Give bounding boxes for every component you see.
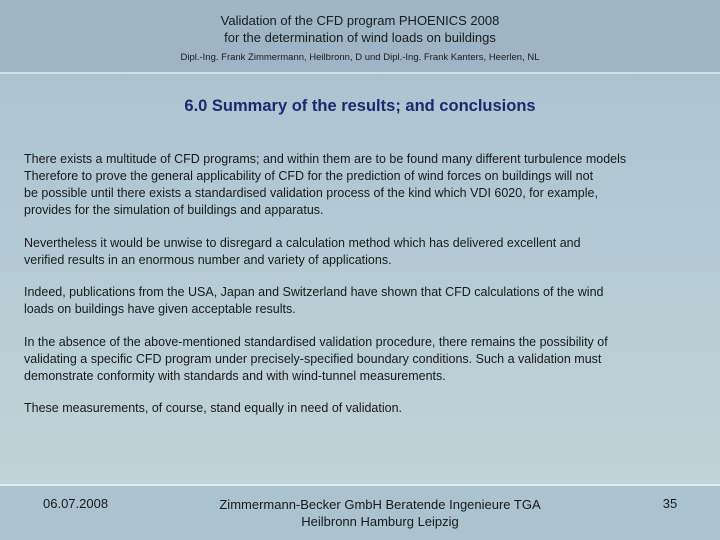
paragraph-5 bbox=[24, 400, 714, 417]
paragraph-line: There exists a multitude of CFD programs; and within them are to be found many different turbulence models bbox=[24, 152, 627, 166]
paragraph-line: demonstrate conformity with standards and with wind-tunnel measurements. bbox=[24, 368, 446, 383]
paragraph-line: validating a specific CFD program under precisely-specified boundary conditions. Such a validation must bbox=[24, 351, 602, 366]
slide-title bbox=[0, 12, 720, 46]
paragraph-line: provides for the simulation of buildings and apparatus. bbox=[24, 203, 324, 217]
slide-footer bbox=[0, 486, 720, 540]
footer-date: 06.07.2008 bbox=[43, 496, 109, 511]
footer-company bbox=[180, 496, 580, 530]
company-locations: Heilbronn Hamburg Leipzig bbox=[301, 514, 459, 529]
header-divider bbox=[0, 72, 720, 74]
paragraph-line: be possible until there exists a standardised validation process of the kind which VDI 6020, for example, bbox=[24, 186, 598, 200]
paragraph-line: Indeed, publications from the USA, Japan and Switzerland have shown that CFD calculations of the wind bbox=[24, 285, 604, 299]
title-line-2: for the determination of wind loads on buildings bbox=[224, 30, 496, 45]
paragraph-2 bbox=[24, 235, 714, 269]
page-number: 35 bbox=[662, 496, 678, 511]
paragraph-line: In the absence of the above-mentioned standardised validation procedure, there remains the possibility of bbox=[24, 334, 608, 349]
paragraph-4 bbox=[24, 334, 714, 385]
paragraph-line: Nevertheless it would be unwise to disregard a calculation method which has delivered excellent and bbox=[24, 235, 581, 250]
company-name: Zimmermann-Becker GmbH Beratende Ingenieure TGA bbox=[219, 497, 541, 512]
body-text bbox=[24, 151, 714, 433]
slide-header bbox=[0, 0, 720, 72]
paragraph-line: verified results in an enormous number and variety of applications. bbox=[24, 252, 392, 267]
paragraph-3 bbox=[24, 284, 714, 318]
title-line-1: Validation of the CFD program PHOENICS 2008 bbox=[220, 13, 500, 28]
paragraph-1 bbox=[24, 151, 714, 219]
paragraph-line: These measurements, of course, stand equally in need of validation. bbox=[24, 401, 402, 415]
section-heading: 6.0 Summary of the results; and conclusions bbox=[184, 97, 536, 115]
paragraph-line: Therefore to prove the general applicability of CFD for the prediction of wind forces on buildings will not bbox=[24, 169, 594, 183]
paragraph-line: loads on buildings have given acceptable results. bbox=[24, 302, 296, 316]
authors-line: Dipl.-Ing. Frank Zimmermann, Heilbronn, D und Dipl.-Ing. Frank Kanters, Heerlen, NL bbox=[180, 52, 540, 63]
